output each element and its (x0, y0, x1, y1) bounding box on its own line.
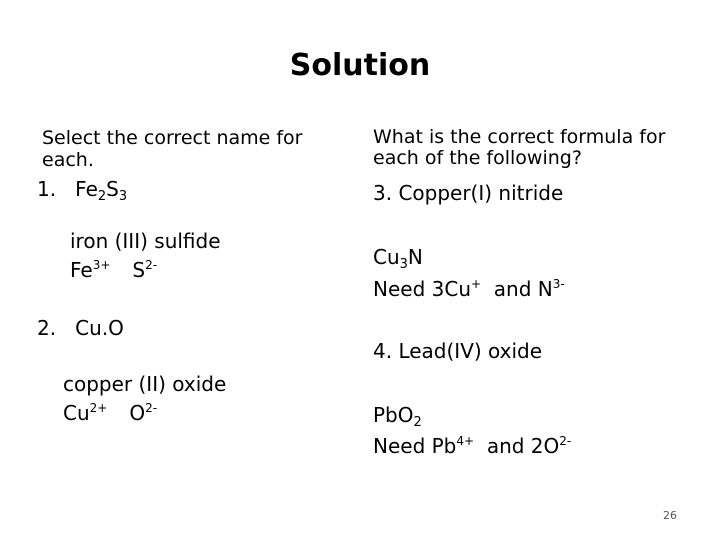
q1-answer: iron (III) sulfide (70, 229, 221, 253)
q1-number: 1. (37, 177, 57, 201)
q2-item (37, 316, 124, 340)
q4-question: 4. Lead(IV) oxide (373, 339, 543, 363)
q4-need: Need $Pb^{4+}$ and $2O^{2-}$ (373, 434, 572, 458)
q3-question: 3. Copper(I) nitride (373, 181, 564, 205)
q3-formula: $Cu_3N$ (373, 245, 423, 272)
q3-need: Need 3Cu+ and $N^{3-}$ (373, 277, 565, 301)
q2-formula: Cu.O (75, 316, 124, 340)
q2-ions: $Cu^{2+}$ $O^{2-}$ (63, 401, 158, 425)
right-prompt-line1: What is the correct formula for (373, 126, 666, 148)
right-prompt-line2: each of the following? (373, 147, 582, 169)
q2-number: 2. (37, 316, 57, 340)
page-number: 26 (663, 509, 677, 522)
q1-formula: $Fe_2S_3$ (75, 177, 128, 204)
q1-ions: $Fe^{3+}$ $S^{2-}$ (70, 258, 158, 282)
q4-formula: PbO$_2$ (373, 403, 422, 430)
q1-item (37, 177, 128, 204)
left-intro-line1: Select the correct name for (42, 127, 303, 149)
slide-title: Solution (289, 48, 431, 83)
left-intro-line2: each. (42, 149, 94, 171)
q2-answer: copper (II) oxide (63, 372, 227, 396)
